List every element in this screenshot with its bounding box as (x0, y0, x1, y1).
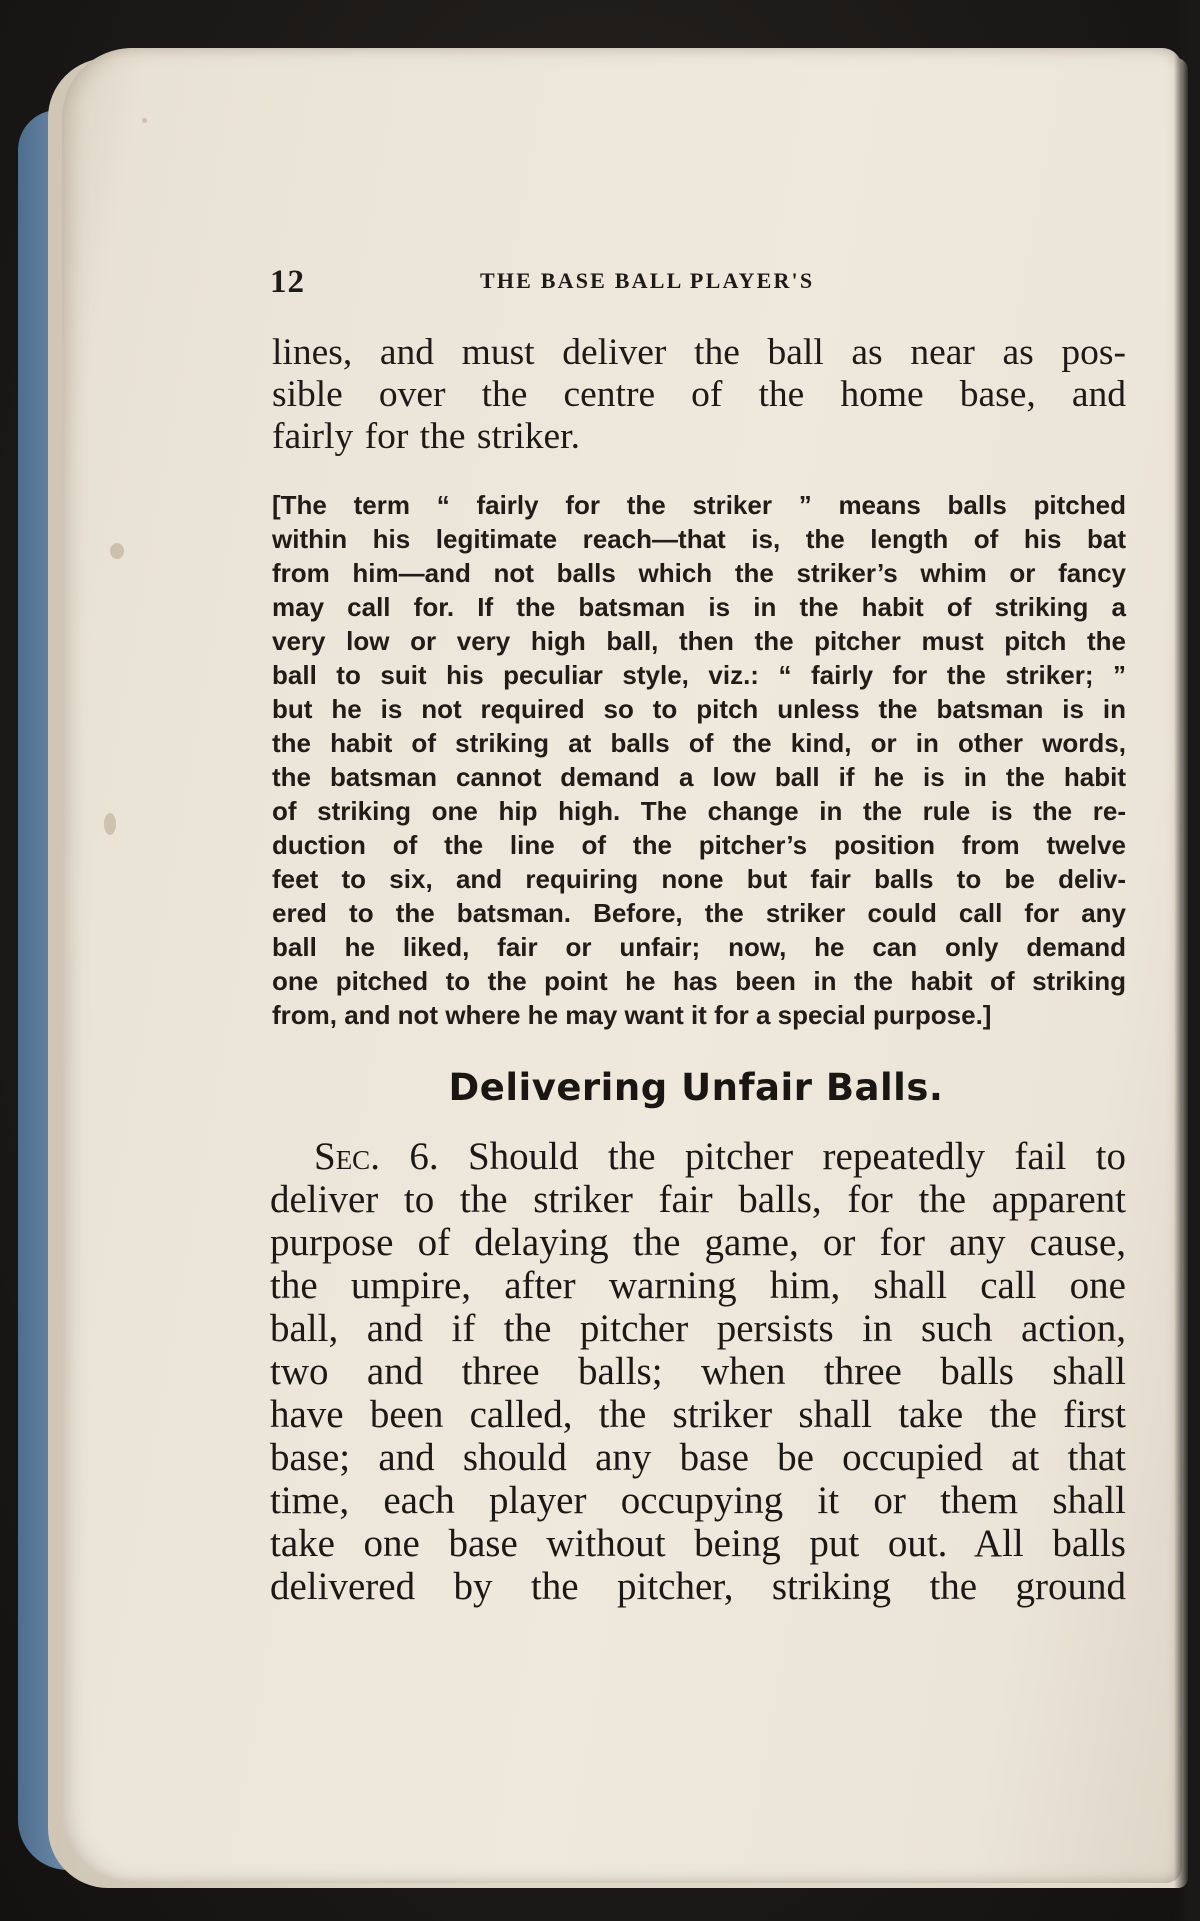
text-line: two and three balls; when three balls shall (270, 1350, 1126, 1393)
note-line: one pitched to the point he has been in the habit of striking (272, 966, 1126, 996)
note-line: from him—and not balls which the striker’s whim or fancy (272, 558, 1126, 588)
section-6-text (270, 1135, 1126, 1608)
page-text-block (266, 258, 1126, 1608)
note-line: duction of the line of the pitcher’s position from twelve (272, 830, 1126, 860)
editorial-note (272, 488, 1126, 1032)
running-head (266, 258, 1126, 308)
note-line: very low or very high ball, then the pitcher must pitch the (272, 626, 1126, 656)
text-line (270, 1135, 1126, 1178)
paper-stain (142, 118, 147, 123)
note-line: [The term “ fairly for the striker ” means balls pitched (272, 490, 1126, 520)
note-line: may call for. If the batsman is in the habit of striking a (272, 592, 1126, 622)
note-line: from, and not where he may want it for a special purpose.] (272, 1000, 992, 1030)
running-head-title: THE BASE BALL PLAYER'S (480, 268, 815, 293)
text-line: ball, and if the pitcher persists in such action, (270, 1307, 1126, 1350)
note-line: the batsman cannot demand a low ball if he is in the habit (272, 762, 1126, 792)
section-label: Sec. 6. (314, 1135, 439, 1178)
text-line: delivered by the pitcher, striking the ground (270, 1565, 1126, 1608)
text-line: base; and should any base be occupied at that (270, 1436, 1126, 1479)
text-line: deliver to the striker fair balls, for the apparent (270, 1178, 1126, 1221)
text-line: lines, and must deliver the ball as near as pos- (272, 332, 1126, 373)
text-line: the umpire, after warning him, shall call one (270, 1264, 1126, 1307)
text-line: purpose of delaying the game, or for any cause, (270, 1221, 1126, 1264)
note-line: ered to the batsman. Before, the striker could call for any (272, 898, 1126, 928)
text-line: fairly for the striker. (272, 416, 580, 457)
note-line: feet to six, and requiring none but fair balls to be deliv- (272, 864, 1126, 894)
text-line: sible over the centre of the home base, and (272, 374, 1126, 415)
text-line: have been called, the striker shall take the first (270, 1393, 1126, 1436)
section-heading: Delivering Unfair Balls. (448, 1066, 944, 1109)
note-line: the habit of striking at balls of the kind, or in other words, (272, 728, 1126, 758)
page-number: 12 (270, 264, 305, 300)
paper-stain (110, 543, 124, 559)
note-line: ball he liked, fair or unfair; now, he can only demand (272, 932, 1126, 962)
rule-text-continued (272, 332, 1126, 458)
text-line-rest: Should the pitcher repeatedly fail to (467, 1135, 1127, 1178)
paper-stain (104, 813, 116, 835)
note-line: but he is not required so to pitch unless the batsman is in (272, 694, 1126, 724)
page-right-shadow (1174, 0, 1200, 1921)
note-line: ball to suit his peculiar style, viz.: “ fairly for the striker; ” (272, 660, 1126, 690)
note-line: of striking one hip high. The change in the rule is the re- (272, 796, 1126, 826)
text-line: time, each player occupying it or them shall (270, 1479, 1126, 1522)
text-line: take one base without being put out. All balls (270, 1522, 1126, 1565)
note-line: within his legitimate reach—that is, the length of his bat (272, 524, 1126, 554)
